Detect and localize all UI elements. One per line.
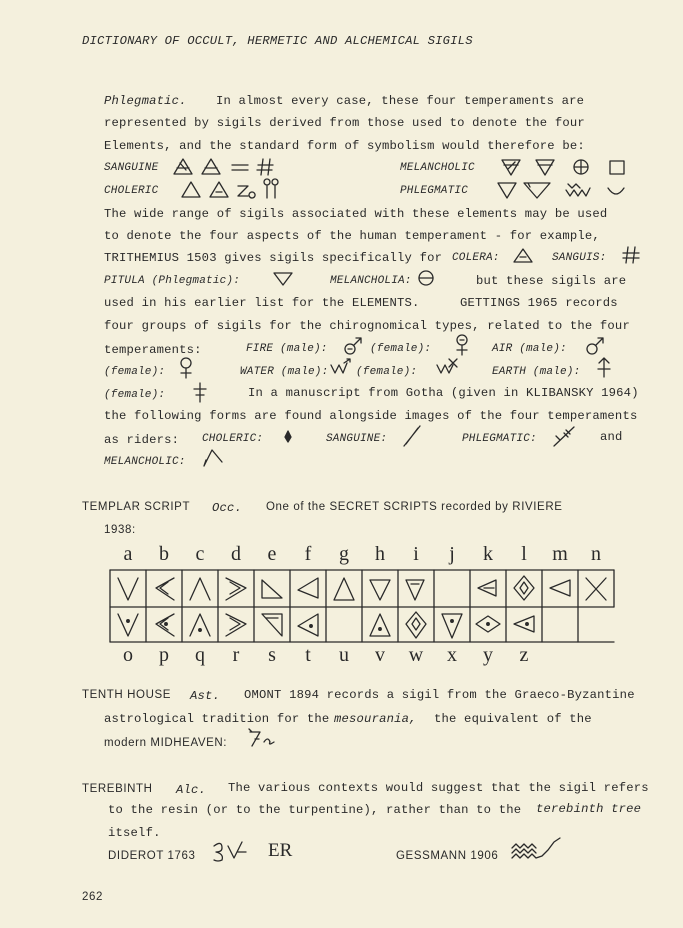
label-phlegmatic: PHLEGMATIC xyxy=(400,185,469,197)
entry-tag: Alc. xyxy=(176,783,207,797)
melancholic-sigils-icon xyxy=(500,156,630,178)
label-colera: COLERA: xyxy=(452,252,500,264)
fire-male-sigil-icon xyxy=(342,334,366,358)
sanguine-sigils-icon xyxy=(172,156,292,178)
earth-female-sigil-icon xyxy=(190,380,210,404)
entry-term: Phlegmatic. xyxy=(104,94,187,108)
templar-script-table-icon xyxy=(108,566,616,648)
templar-letter-k: k xyxy=(483,543,493,565)
text-line: OMONT 1894 records a sigil from the Graeco-Byzantine xyxy=(244,688,635,702)
templar-letter-m: m xyxy=(552,543,568,565)
text-line: temperaments: xyxy=(104,343,202,357)
label-earth-male: EARTH (male): xyxy=(492,366,581,378)
label-sanguine-2: SANGUINE: xyxy=(326,433,388,445)
templar-letter-l: l xyxy=(521,543,527,565)
label-female-3: (female): xyxy=(356,366,418,378)
label-sanguis: SANGUIS: xyxy=(552,252,607,264)
text-line: represented by sigils derived from those used to denote the four xyxy=(104,116,585,130)
choleric-rider-sigil-icon xyxy=(282,429,294,445)
midheaven-sigil-icon xyxy=(246,726,278,750)
label-sanguine: SANGUINE xyxy=(104,162,159,174)
label-female-2: (female): xyxy=(104,366,166,378)
choleric-sigils-icon xyxy=(180,178,290,202)
water-male-sigil-icon xyxy=(330,357,356,379)
text-line: but these sigils are xyxy=(476,274,627,288)
text-line: In a manuscript from Gotha (given in KLIBANSKY 1964) xyxy=(248,386,639,400)
label-air-male: AIR (male): xyxy=(492,343,567,355)
text-line: DIDEROT 1763 xyxy=(108,850,196,862)
air-female-sigil-icon xyxy=(176,356,196,380)
label-melancholic: MELANCHOLIC xyxy=(400,162,475,174)
templar-letter-r: r xyxy=(232,644,240,666)
text-italic: mesourania, xyxy=(334,712,417,726)
templar-letter-h: h xyxy=(375,543,385,565)
sanguine-rider-sigil-icon xyxy=(400,424,424,450)
text-line: astrological tradition for the xyxy=(104,712,330,726)
text-line: modern MIDHEAVEN: xyxy=(104,737,228,749)
templar-letter-z: z xyxy=(519,644,529,666)
diderot-er-sigil: ER xyxy=(268,840,293,861)
text-line: The various contexts would suggest that the sigil refers xyxy=(228,781,649,795)
text-line: TRITHEMIUS 1503 gives sigils specifically for xyxy=(104,251,443,265)
templar-letter-o: o xyxy=(123,644,133,666)
templar-letter-u: u xyxy=(339,644,349,666)
templar-letter-e: e xyxy=(267,543,277,565)
text-line: GESSMANN 1906 xyxy=(396,850,499,862)
entry-term: TENTH HOUSE xyxy=(82,689,172,701)
templar-letter-q: q xyxy=(195,644,205,666)
melancholic-rider-sigil-icon xyxy=(200,444,228,470)
earth-male-sigil-icon xyxy=(594,355,614,381)
label-choleric: CHOLERIC xyxy=(104,185,159,197)
templar-letter-f: f xyxy=(304,543,312,565)
label-phlegmatic-2: PHLEGMATIC: xyxy=(462,433,537,445)
templar-letter-c: c xyxy=(195,543,205,565)
templar-letter-y: y xyxy=(483,644,493,666)
text-line: as riders: xyxy=(104,433,180,447)
page-number: 262 xyxy=(82,891,103,903)
label-water-male: WATER (male): xyxy=(240,366,329,378)
entry-tag: Occ. xyxy=(212,501,243,515)
text-italic: terebinth tree xyxy=(536,802,642,816)
text-line: Elements, and the standard form of symbolism would therefore be: xyxy=(104,139,585,153)
text-line: used in his earlier list for the ELEMENTS. xyxy=(104,296,420,310)
text-line: the equivalent of the xyxy=(434,712,592,726)
text-line: The wide range of sigils associated with these elements may be used xyxy=(104,207,608,221)
text-line: 1938: xyxy=(104,524,136,536)
text-line: to denote the four aspects of the human temperament - for example, xyxy=(104,229,600,243)
melancholia-sigil-icon xyxy=(417,268,437,288)
entry-tag: Ast. xyxy=(190,689,221,703)
templar-letter-t: t xyxy=(305,644,311,666)
text-line: four groups of sigils for the chirognomical types, related to the four xyxy=(104,319,630,333)
label-pitula: PITULA (Phlegmatic): xyxy=(104,275,241,287)
templar-letter-p: p xyxy=(159,644,169,666)
label-choleric-2: CHOLERIC: xyxy=(202,433,264,445)
templar-letter-b: b xyxy=(159,543,169,565)
sanguis-sigil-icon xyxy=(622,245,642,265)
fire-female-sigil-icon xyxy=(452,333,472,357)
text-line: and xyxy=(600,430,623,444)
pitula-sigil-icon xyxy=(272,270,296,288)
templar-letter-s: s xyxy=(268,644,276,666)
templar-letter-w: w xyxy=(408,644,424,666)
text-line: One of the SECRET SCRIPTS recorded by RIVIERE xyxy=(266,501,563,513)
diderot-sigil-icon xyxy=(210,838,250,864)
templar-letter-d: d xyxy=(231,543,241,565)
text-line: GETTINGS 1965 records xyxy=(460,296,618,310)
entry-term: TEMPLAR SCRIPT xyxy=(82,501,191,513)
phlegmatic-rider-sigil-icon xyxy=(550,424,578,450)
entry-term: TEREBINTH xyxy=(82,783,153,795)
running-title: DICTIONARY OF OCCULT, HERMETIC AND ALCHEMICAL SIGILS xyxy=(82,34,473,48)
templar-letter-v: v xyxy=(375,644,385,666)
templar-letter-g: g xyxy=(339,543,349,565)
label-fire-male: FIRE (male): xyxy=(246,343,328,355)
phlegmatic-sigils-icon xyxy=(496,178,636,202)
gessmann-sigil-icon xyxy=(508,836,564,864)
templar-letter-a: a xyxy=(123,543,133,565)
text-line: to the resin (or to the turpentine), rather than to the xyxy=(108,803,522,817)
templar-letter-i: i xyxy=(413,543,419,565)
label-female: (female): xyxy=(370,343,432,355)
text-line: In almost every case, these four temperaments are xyxy=(216,94,585,108)
templar-letter-x: x xyxy=(447,644,457,666)
text-line: itself. xyxy=(108,826,161,840)
text-line: the following forms are found alongside images of the four temperaments xyxy=(104,409,638,423)
templar-letter-n: n xyxy=(591,543,601,565)
templar-letter-j: j xyxy=(449,543,455,565)
label-melancholia: MELANCHOLIA: xyxy=(330,275,412,287)
label-melancholic-2: MELANCHOLIC: xyxy=(104,456,186,468)
label-female-4: (female): xyxy=(104,389,166,401)
colera-sigil-icon xyxy=(512,246,536,266)
water-female-sigil-icon xyxy=(436,357,462,379)
